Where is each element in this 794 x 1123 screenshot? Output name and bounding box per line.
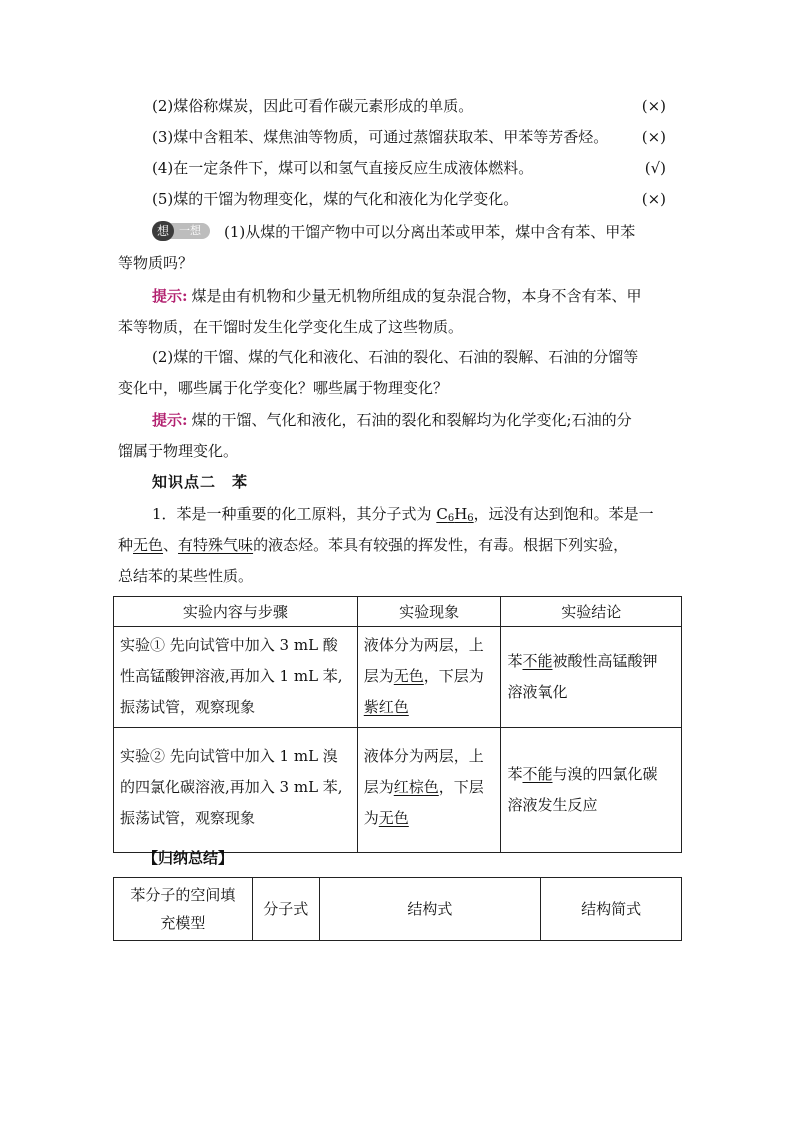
judgment-mark: (×) — [641, 190, 666, 208]
judgment-mark: (√) — [644, 159, 666, 177]
experiment-step: 实验① 先向试管中加入 3 mL 酸 性高锰酸钾溶液,再加入 1 mL 苯, 振荡试管，观察现象 — [114, 627, 358, 728]
table-header: 实验结论 — [501, 597, 682, 627]
benzene-intro: 1．苯是一种重要的化工原料，其分子式为 $C_6H_6$，远没有达到饱和。苯是一 种无色、有特殊气味的液态烃。苯具有较强的挥发性，有毒。根据下列实验， 总结苯的某些性质。 — [118, 505, 654, 585]
answer-blank: 无色 — [133, 536, 164, 554]
judgment-text: (5)煤的干馏为物理变化，煤的气化和液化为化学变化。 — [152, 190, 519, 208]
table-header-row — [114, 878, 682, 941]
table-row — [114, 627, 682, 728]
experiment-observation: 液体分为两层，上 层为红棕色，下层 为无色 — [357, 728, 501, 853]
experiment-table — [113, 596, 682, 853]
benzene-formula: $C_6H_6$ — [436, 505, 474, 524]
section-title: 知识点二 苯 — [152, 473, 249, 491]
hint-label: 提示: — [152, 411, 188, 429]
summary-table — [113, 877, 682, 941]
table-header-row — [114, 597, 682, 627]
experiment-conclusion: 苯不能被酸性高锰酸钾 溶液氧化 — [501, 627, 682, 728]
judgment-item — [152, 153, 666, 184]
think-question-2: (2)煤的干馏、煤的气化和液化、石油的裂化、石油的裂解、石油的分馏等 变化中，哪些属于化学变化？哪些属于物理变化？ — [118, 348, 639, 397]
judgment-mark: (×) — [641, 128, 666, 146]
table-row — [114, 728, 682, 853]
table-header: 实验内容与步骤 — [114, 597, 358, 627]
judgment-item — [152, 91, 666, 122]
judgment-mark: (×) — [641, 97, 666, 115]
hint-answer-1: 提示: 煤是由有机物和少量无机物所组成的复杂混合物，本身不含有苯、甲 苯等物质，在干馏时发生化学变化生成了这些物质。 — [118, 287, 642, 336]
judgment-item — [152, 122, 666, 153]
table-header: 苯分子的空间填 充模型 — [114, 878, 253, 941]
answer-blank: 有特殊气味 — [178, 536, 254, 554]
judgment-item — [152, 184, 666, 215]
experiment-observation: 液体分为两层，上 层为无色，下层为 紫红色 — [357, 627, 501, 728]
hint-answer-2: 提示: 煤的干馏、气化和液化，石油的裂化和裂解均为化学变化;石油的分 馏属于物理变化。 — [118, 411, 632, 460]
experiment-conclusion: 苯不能与溴的四氯化碳 溶液发生反应 — [501, 728, 682, 853]
table-header: 分子式 — [252, 878, 319, 941]
think-question-1: 一想 想 (1)从煤的干馏产物中可以分离出苯或甲苯，煤中含有苯、甲苯 等物质吗？ — [118, 223, 636, 272]
judgment-text: (3)煤中含粗苯、煤焦油等物质，可通过蒸馏获取苯、甲苯等芳香烃。 — [152, 128, 609, 146]
think-badge-icon: 一想 想 — [152, 221, 210, 241]
table-header: 结构式 — [319, 878, 541, 941]
hint-label: 提示: — [152, 287, 188, 305]
table-header: 实验现象 — [357, 597, 501, 627]
table-header: 结构简式 — [541, 878, 682, 941]
judgment-text: (2)煤俗称煤炭，因此可看作碳元素形成的单质。 — [152, 97, 474, 115]
experiment-step: 实验② 先向试管中加入 1 mL 溴 的四氯化碳溶液,再加入 3 mL 苯, 振荡试管，观察现象 — [114, 728, 358, 853]
summary-label: 【归纳总结】 — [143, 849, 234, 867]
judgment-text: (4)在一定条件下，煤可以和氢气直接反应生成液体燃料。 — [152, 159, 534, 177]
